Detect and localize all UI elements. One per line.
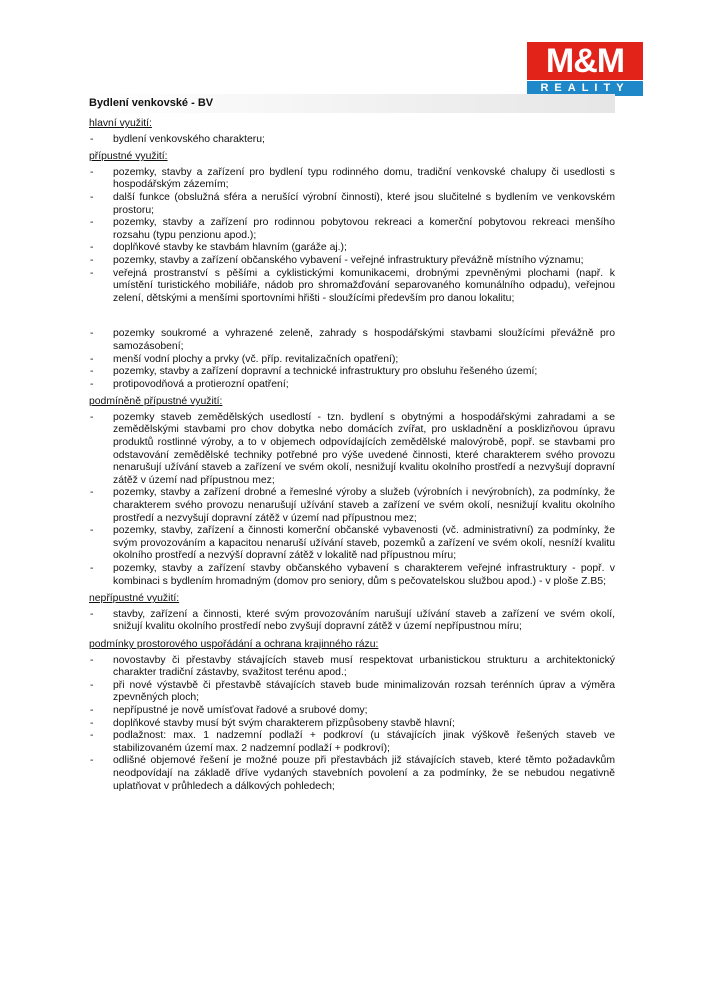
- item-list: [89, 328, 615, 391]
- list-item: - novostavby či přestavby stávajících staveb musí respektovat urbanistickou strukturu a architektonický charakter tradiční zástavby, svažitost terénu apod.;: [89, 655, 615, 680]
- list-item: - pozemky, stavby a zařízení pro rodinnou pobytovou rekreaci a komerční pobytovou rekreaci menšího rozsahu (typu penzionu apod.);: [89, 217, 615, 242]
- list-item: - další funkce (obslužná sféra a nerušící výrobní činnosti), které jsou slučitelné s bydlením ve venkovském prostoru;: [89, 192, 615, 217]
- section-heading: nepřípustné využití:: [89, 593, 180, 605]
- section-permitted-use-continued: [89, 328, 615, 391]
- section-conditional-use: [89, 396, 615, 588]
- list-item: - při nové výstavbě či přestavbě stávajících staveb bude minimalizován rozsah terénních úprav a výměra zpevněných ploch;: [89, 680, 615, 705]
- company-logo: [527, 42, 643, 96]
- list-item: - podlažnost: max. 1 nadzemní podlaží + podkroví (u stávajících jinak výškově řešených staveb ve stabilizovaném území max. 2 nadzemní podlaží + podkroví);: [89, 730, 615, 755]
- list-item: - nepřípustné je nově umísťovat řadové a srubové domy;: [89, 705, 615, 718]
- section-prohibited-use: [89, 593, 615, 634]
- logo-wordmark: M&M: [527, 42, 643, 80]
- section-heading: přípustné využití:: [89, 151, 168, 163]
- item-list: [89, 412, 615, 588]
- page-break-gap: [89, 305, 615, 328]
- list-item: - pozemky, stavby a zařízení dopravní a technické infrastruktury pro obsluhu řešeného území;: [89, 366, 615, 379]
- list-item: - stavby, zařízení a činnosti, které svým provozováním narušují užívání staveb a zařízení ve svém okolí, snižují kvalitu okolního prostředí nebo zvyšují dopravní zátěž v území nepřípustnou míru;: [89, 609, 615, 634]
- logo-subtitle: REALITY: [527, 81, 643, 96]
- section-permitted-use: [89, 151, 615, 305]
- item-list: [89, 134, 615, 147]
- list-item: - pozemky, stavby a zařízení pro bydlení typu rodinného domu, tradiční venkovské chalupy či usedlosti s hospodářským zázemím;: [89, 167, 615, 192]
- list-item: - protipovodňová a protierozní opatření;: [89, 379, 615, 392]
- list-item: - pozemky, stavby a zařízení občanského vybavení - veřejné infrastruktury převážně místního významu;: [89, 255, 615, 268]
- list-item: - doplňkové stavby musí být svým charakterem přizpůsobeny stavbě hlavní;: [89, 718, 615, 731]
- list-item: - veřejná prostranství s pěšími a cyklistickými komunikacemi, drobnými zpevněnými plochami (např. k umístění turistického mobiliáře, nádob pro shromažďování separovaného komunálního odpadu), veřejnou zelení, dětskými a menšími sportovními hřišti - sloužícími především pro danou lokalitu;: [89, 268, 615, 306]
- section-heading: hlavní využití:: [89, 118, 152, 129]
- list-item: - pozemky, stavby, zařízení a činnosti komerční občanské vybavenosti (vč. administrativní) za podmínky, že svým provozováním a kapacitou nenaruší užívání staveb, pozemků a zařízení ve svém okolí, nesníží kvalitu okolního prostředí a nezvýší dopravní zátěž v lokalitě nad přípustnou míru;: [89, 525, 615, 563]
- list-item: - pozemky staveb zemědělských usedlostí - tzn. bydlení s obytnými a hospodářskými zahradami a se zemědělskými stavbami pro chov dobytka nebo domácích zvířat, pro uskladnění a posklizňovou úpravu produktů rostlinné výroby, a to v objemech odpovídajících zemědělské malovýrobě, popř. se stavbami pro odstavování zemědělské techniky potřebné pro výše uvedené činnosti, které charakterem svého provozu nenarušují užívání staveb a zařízení ve svém okolí, nesnižují kvalitu okolního prostředí a nezvyšují dopravní zátěž v území nad přípustnou mez;: [89, 412, 615, 488]
- item-list: [89, 609, 615, 634]
- section-spatial-conditions: [89, 639, 615, 793]
- item-list: [89, 167, 615, 306]
- section-main-use: [89, 118, 615, 146]
- list-item: - pozemky soukromé a vyhrazené zeleně, zahrady s hospodářskými stavbami sloužícími převážně pro samozásobení;: [89, 328, 615, 353]
- list-item: - pozemky, stavby a zařízení stavby občanského vybavení s charakterem veřejné infrastruktury - popř. v kombinaci s bydlením hromadným (domov pro seniory, dům s pečovatelskou službou apod.) - v ploše Z.B5;: [89, 563, 615, 588]
- document-body: [89, 94, 615, 793]
- list-item: - odlišné objemové řešení je možné pouze při přestavbách již stávajících staveb, které těmto požadavkům neodpovídají na základě dříve vydaných stavebních povolení a za podmínky, že se nebudou negativně uplatňovat v průhledech a dálkových pohledech;: [89, 755, 615, 793]
- list-item: - menší vodní plochy a prvky (vč. příp. revitalizačních opatření);: [89, 354, 615, 367]
- page-title: Bydlení venkovské - BV: [87, 94, 615, 113]
- list-item: - bydlení venkovského charakteru;: [89, 134, 615, 147]
- list-item: - pozemky, stavby a zařízení drobné a řemeslné výroby a služeb (výrobních i nevýrobních), za podmínky, že charakterem svého provozu nenarušují užívání staveb a zařízení ve svém okolí, nesnižují kvalitu okolního prostředí a nezvyšují dopravní zátěž v území nad přípustnou mez;: [89, 487, 615, 525]
- list-item: - doplňkové stavby ke stavbám hlavním (garáže aj.);: [89, 242, 615, 255]
- section-heading: podmínky prostorového uspořádání a ochrana krajinného rázu:: [89, 638, 379, 650]
- section-heading: podmíněně přípustné využití:: [89, 396, 223, 408]
- item-list: [89, 655, 615, 794]
